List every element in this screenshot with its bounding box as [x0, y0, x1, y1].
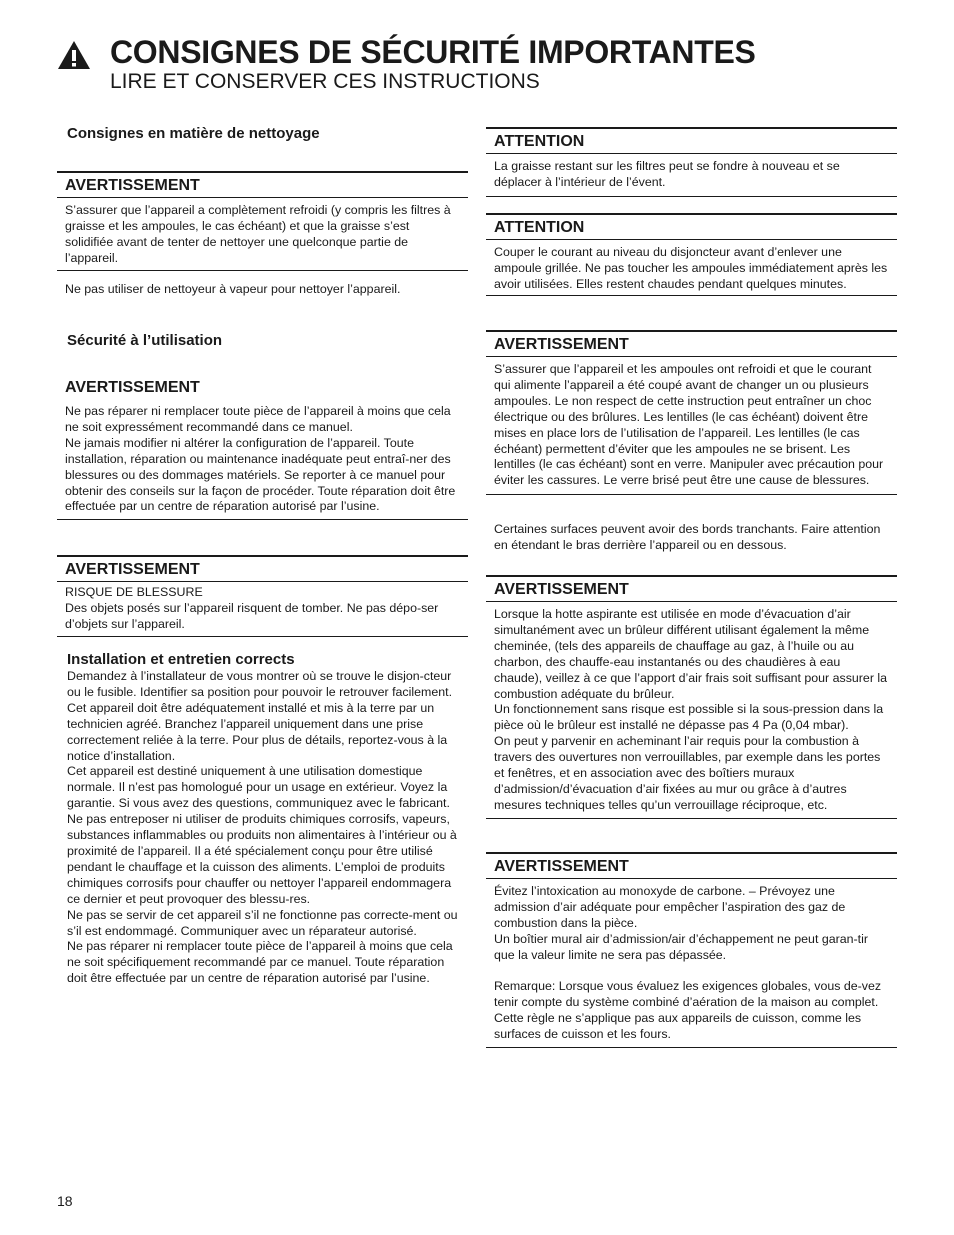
install-paragraph: Demandez à l’installateur de vous montrer où se trouve le disjon-cteur ou le fusible. Identifier sa position pour pouvoir le retrouver facilement.: [67, 669, 453, 699]
usage-heading: Sécurité à l’utilisation: [67, 332, 223, 349]
warning-text: [57, 399, 468, 519]
warning-paragraph: RISQUE DE BLESSURE: [65, 585, 203, 599]
warning-paragraph: Évitez l’intoxication au monoxyde de carbone. – Prévoyez une admission d’air adéquate pour empêcher l’aspiration des gaz de combustion dans la pièce.: [494, 884, 846, 930]
caution-heading: ATTENTION: [486, 215, 897, 240]
install-paragraph: Ne pas réparer ni remplacer toute pièce de l’appareil à moins que cela ne soit spécifiquement recommandé par ce manuel. Toute réparation doit être effectuée par un centre de réparation autorisé par l’usine.: [67, 939, 453, 986]
bulb-warning-box: [486, 330, 897, 495]
bulb-caution-box: [486, 213, 897, 296]
exhaust-warning-box: [486, 575, 897, 819]
warning-heading: AVERTISSEMENT: [57, 557, 468, 582]
warning-paragraph: Ne jamais modifier ni altérer la configuration de l’appareil. Toute installation, réparation ou maintenance inadéquate peut entraî-ner des blessures ou des dommages matériels. Se reporter à ce manuel pour obtenir des conseils sur la façon de procéder. Toute réparation doit être effectuée par un centre de réparation autorisé par l’usine.: [65, 435, 456, 514]
warning-text: [486, 602, 897, 818]
warning-paragraph: Lorsque la hotte aspirante est utilisée en mode d’évacuation d’air simultanément avec un brûleur différent utilisant également la même cheminée, (tels des appareils de chauffage au gaz, à l’huile ou au charbon, des chauffe-eau instantanés ou des chaudières à eau chaude), veillez à ce que l’apport d’air frais soit suffisant pour assurer la combustion adéquate du brûleur.: [494, 607, 888, 701]
warning-paragraph: S’assurer que l’appareil et les ampoules ont refroidi et que le courant qui alimente l’appareil a été coupé avant de changer un ou plusieurs ampoules. Le non respect de cette instruction peut entraîner un choc électrique ou des brûlures. Les lentilles (le cas échéant) doivent être mises en place lors de l’utilisation de l’appareil. Les lentilles (le cas échéant) permettent d’éviter que les ampoules ne se brisent. Les lentilles (le cas échéant) sont en verre. Manipuler avec précaution pour éviter les cassures. Le verre brisé peut être une cause de blessures.: [494, 362, 884, 488]
warning-text: [57, 582, 468, 636]
page-subtitle: LIRE ET CONSERVER CES INSTRUCTIONS: [110, 70, 540, 93]
injury-warning-box: [57, 555, 468, 637]
steam-cleaner-note: Ne pas utiliser de nettoyeur à vapeur pour nettoyer l’appareil.: [65, 282, 401, 296]
warning-heading: AVERTISSEMENT: [57, 173, 468, 198]
warning-heading: AVERTISSEMENT: [65, 379, 200, 396]
warning-paragraph: Ne pas réparer ni remplacer toute pièce de l’appareil à moins que cela ne soit expressément recommandé dans ce manuel.: [65, 404, 451, 434]
caution-text: [486, 154, 897, 196]
install-paragraph: Cet appareil doit être adéquatement installé et mis à la terre par un technicien agréé. Branchez l’appareil uniquement dans une prise correctement reliée à la terre. Pour plus de détails, reportez-vous à la notice d’installation.: [67, 700, 448, 763]
caution-paragraph: La graisse restant sur les filtres peut se fondre à nouveau et se déplacer à l’intérieur de l’évent.: [494, 159, 840, 189]
warning-paragraph: S’assurer que l’appareil a complètement refroidi (y compris les filtres à graisse et les ampoules, le cas échéant) et que la graisse s’est solidifiée avant de tenter de nettoyer une quelconque partie de l’appareil.: [65, 203, 451, 265]
install-heading: Installation et entretien corrects: [67, 651, 295, 668]
carbon-monoxide-warning-box: [486, 852, 897, 1048]
cleaning-heading: Consignes en matière de nettoyage: [67, 125, 320, 142]
page-title: CONSIGNES DE SÉCURITÉ IMPORTANTES: [110, 34, 756, 70]
install-paragraph: Ne pas entreposer ni utiliser de produits chimiques corrosifs, vapeurs, substances inflammables ou produits non alimentaires à l’intérieur ou à proximité de l’appareil. Il a été spécialement conçu pour être utilisé pendant le chauffage et la cuisson des aliments. L’emploi de produits chimiques corrosifs pour chauffer ou nettoyer l’appareil endommagera ce dernier et peut provoquer des blessu-res.: [67, 812, 457, 906]
warning-text: [486, 357, 897, 494]
warning-heading: AVERTISSEMENT: [486, 854, 897, 879]
install-paragraph: Cet appareil est destiné uniquement à une utilisation domestique normale. Il n’est pas homologué pour un usage en extérieur. Voyez la garantie. Si vous avez des questions, communiquez avec le fabricant.: [67, 764, 450, 811]
warning-paragraph: Un boîtier mural air d’admission/air d’échappement ne peut garan-tir que la valeur limite ne sera pas dépassée.: [494, 931, 868, 962]
page-number: 18: [57, 1193, 73, 1209]
warning-icon: [57, 40, 91, 70]
caution-text: [486, 240, 897, 295]
warning-heading: AVERTISSEMENT: [486, 332, 897, 357]
caution-heading: ATTENTION: [486, 129, 897, 154]
sharp-edges-note: Certaines surfaces peuvent avoir des bords tranchants. Faire attention en étendant le bras derrière l’appareil ou en dessous.: [494, 522, 881, 552]
grease-caution-box: [486, 127, 897, 197]
caution-paragraph: Couper le courant au niveau du disjoncteur avant d’enlever une ampoule grillée. Ne pas toucher les ampoules immédiatement après les avoir utilisées. Elles restent chaudes pendant quelques minutes.: [494, 245, 888, 291]
warning-text: [57, 198, 468, 270]
cleaning-warning-box: [57, 171, 468, 271]
warning-paragraph: Remarque: Lorsque vous évaluez les exigences globales, vous de-vez tenir compte du système combiné d’aération de la maison au complet. Cette règle ne s’applique pas aux appareils de cuisson, comme les surfaces de cuisson et les fours.: [494, 979, 882, 1042]
warning-paragraph: Des objets posés sur l’appareil risquent de tomber. Ne pas dépo-ser d’objets sur l’appareil.: [65, 600, 439, 631]
install-text: [57, 669, 468, 987]
warning-heading: AVERTISSEMENT: [486, 577, 897, 602]
usage-warning-box: [57, 375, 468, 520]
warning-paragraph: On peut y parvenir en acheminant l’air requis pour la combustion à travers des ouvertures non verrouillables, par exemple dans les portes et fenêtres, et en association avec des boîtiers muraux d’admission/d’évacuation d’air fixées au mur ou grâce à d’autres mesures techniques telles qu’un verrouillage réciproque, etc.: [494, 734, 881, 812]
warning-text: [486, 879, 897, 1047]
install-paragraph: Ne pas se servir de cet appareil s’il ne fonctionne pas correcte-ment ou s’il est endommagé. Communiquer avec un réparateur autorisé.: [67, 907, 458, 938]
warning-paragraph: Un fonctionnement sans risque est possible si la sous-pression dans la pièce où le brûleur est installé ne dépasse pas 4 Pa (0,04 mbar).: [494, 702, 884, 733]
